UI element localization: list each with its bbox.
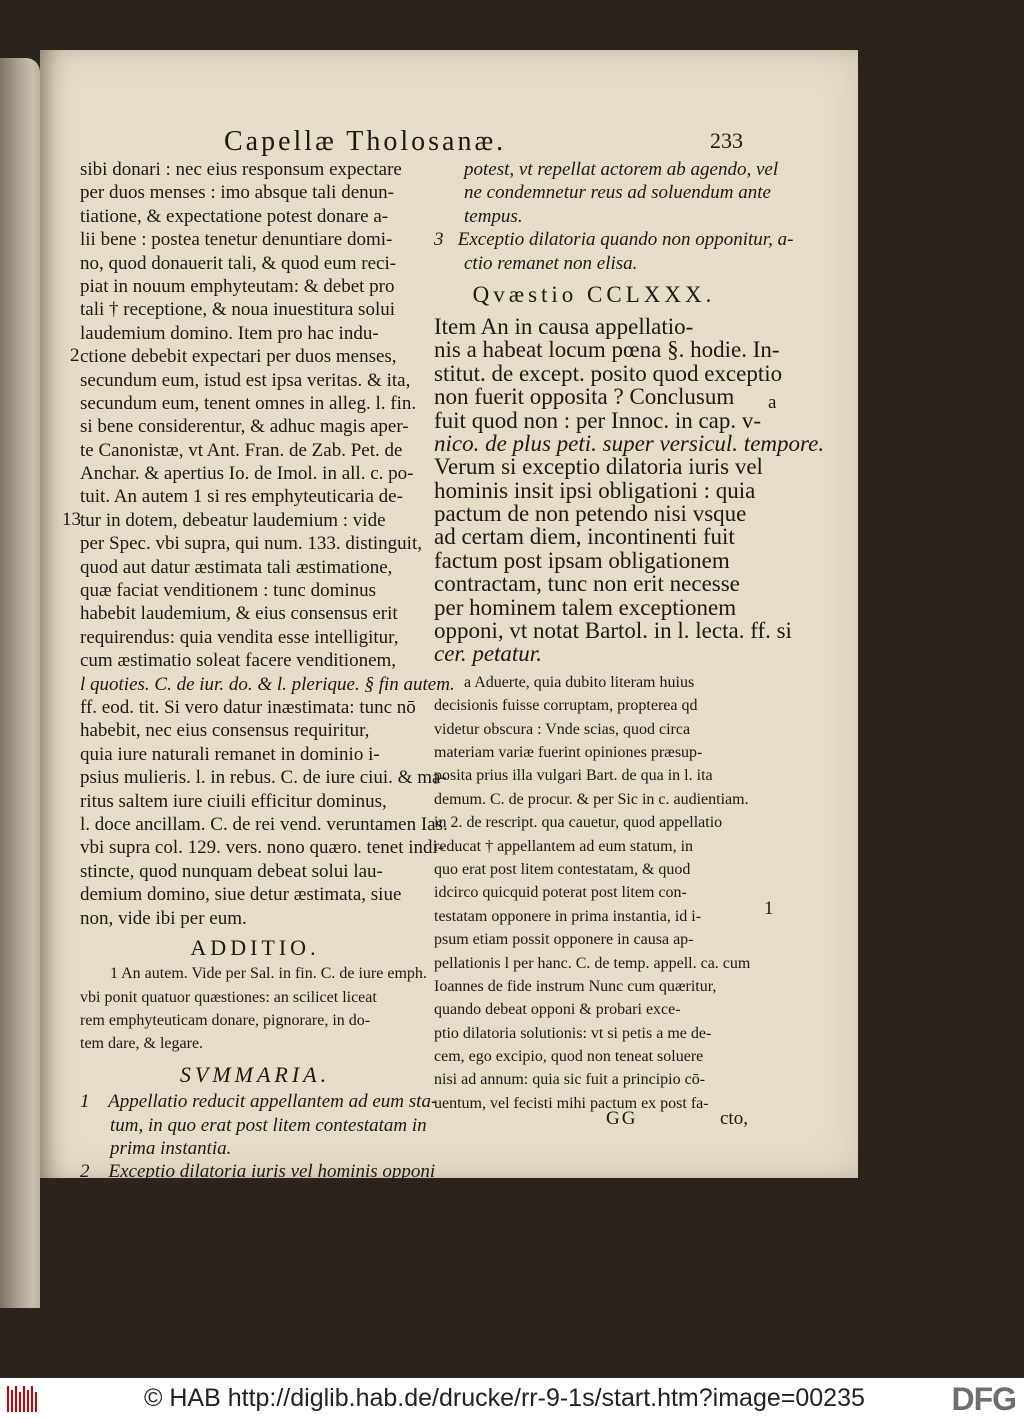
summaria-item	[434, 228, 794, 251]
note-line: idcirco quicquid poterat post litem con-	[434, 884, 687, 902]
question-line: nis a habeat locum pœna §. hodie. In-	[434, 337, 780, 363]
text-line: ritus saltem iure ciuili efficitur dominus,	[80, 790, 387, 812]
summaria-text: Exceptio dilatoria iuris vel hominis opponi	[108, 1161, 436, 1183]
additio-line: vbi ponit quatuor quæstiones: an scilicet liceat	[80, 988, 377, 1006]
text-line: secundum eum, tenent omnes in alleg. l. fin.	[80, 392, 417, 414]
text-line: per Spec. vbi supra, qui num. 133. distinguit,	[80, 533, 422, 555]
question-line: hominis insit ipsi obligationi : quia	[434, 477, 756, 503]
text-line: quod aut datur æstimata tali æstimatione,	[80, 556, 393, 578]
left-column	[80, 158, 455, 1184]
additio-heading: ADDITIO.	[190, 934, 320, 960]
text-line: vbi supra col. 129. vers. nono quæro. tenet indi-	[80, 837, 445, 859]
right-column	[434, 158, 825, 1116]
question-line: per hominem talem exceptionem	[434, 594, 737, 620]
question-line: stitut. de except. posito quod exceptio	[434, 360, 783, 386]
summaria-item	[80, 1090, 438, 1113]
text-line: per duos menses : imo absque tali denun-	[80, 182, 394, 204]
note-line: Ioannes de fide instrum Nunc cum quæritur,	[434, 977, 717, 995]
text-line: demium domino, siue detur æstimata, siue	[80, 884, 402, 906]
summaria-text: Appellatio reducit appellantem ad eum sta-	[108, 1091, 438, 1113]
text-line: si bene considerentur, & adhuc magis aper-	[80, 416, 409, 438]
note-line: quando debeat opponi & probari exce-	[434, 1001, 681, 1019]
page-number: 233	[710, 128, 743, 153]
hab-barcode-logo-icon	[6, 1384, 40, 1414]
catchword: cto,	[720, 1108, 748, 1129]
text-line: sibi donari : nec eius responsum expectare	[80, 159, 402, 180]
text-line: laudemium domino. Item pro hac indu-	[80, 322, 379, 344]
note-line: cem, ego excipio, quod non teneat soluere	[434, 1048, 704, 1066]
marginal-number: 13	[62, 509, 81, 530]
summaria-text: tum, in quo erat post litem contestatam in	[110, 1114, 427, 1136]
text-line: piat in nouum emphyteutam: & debet pro	[80, 275, 395, 297]
text-line: requirendus: quia vendita esse intelligitur,	[80, 626, 399, 648]
summaria-text: potest, vt repellat actorem ab agendo, vel	[464, 159, 779, 180]
note-line: posita prius illa vulgari Bart. de qua in l. ita	[434, 767, 713, 785]
note-line: decisionis fuisse corruptam, propterea qd	[434, 697, 698, 715]
text-line: ff. eod. tit. Si vero datur inæstimata: tunc nō	[80, 696, 416, 718]
text-line: stincte, quod nunquam debeat solui lau-	[80, 860, 383, 882]
text-line: non, vide ibi per eum.	[80, 907, 247, 929]
text-line: no, quod donauerit tali, & quod eum reci-	[80, 252, 397, 274]
dfg-logo: DFG	[951, 1381, 1016, 1417]
running-head: Capellæ Tholosanæ.	[224, 126, 507, 157]
question-line: opponi, vt notat Bartol. in l. lecta. ff. si	[434, 618, 792, 644]
text-line: l quoties. C. de iur. do. & l. plerique. § fin autem.	[80, 673, 455, 695]
question-line: non fuerit opposita ? Conclusum	[434, 384, 735, 410]
question-line: Item An in causa appellatio-	[434, 313, 694, 339]
summaria-number: 2	[80, 1161, 90, 1183]
summaria-heading: SVMMARIA.	[179, 1061, 331, 1087]
note-line: materiam variæ fuerint opiniones præsup-	[434, 743, 703, 761]
text-line: tali † receptione, & noua inuestitura solui	[80, 299, 396, 321]
note-line: reducat † appellantem ad eum statum, in	[434, 837, 694, 855]
question-heading: Qvæstio CCLXXX.	[472, 281, 716, 307]
note-line: quo erat post litem contestatam, & quod	[434, 860, 691, 878]
summaria-text: tempus.	[464, 205, 523, 227]
question-line: pactum de non petendo nisi vsque	[434, 501, 747, 527]
note-line: videtur obscura : Vnde scias, quod circa	[434, 720, 691, 738]
summaria-number: 1	[80, 1091, 90, 1113]
note-line: demum. C. de procur. & per Sic in c. audientiam.	[434, 790, 749, 808]
summaria-text: ne condemnetur reus ad soluendum ante	[464, 182, 771, 204]
summaria-text: prima instantia.	[110, 1138, 232, 1160]
footer-bar	[0, 1378, 1024, 1419]
additio-line: 1 An autem. Vide per Sal. in fin. C. de iure emph.	[110, 965, 427, 983]
text-line: ctione debebit expectari per duos menses,	[80, 346, 397, 368]
previous-page-edge	[0, 58, 40, 1308]
text-line: te Canonistæ, vt Ant. Fran. de Zab. Pet. de	[80, 439, 403, 461]
note-line: nisi ad annum: quia sic fuit a principio cō-	[434, 1071, 706, 1089]
summaria-text: Exceptio dilatoria quando non opponitur, a-	[457, 229, 794, 251]
summaria-text: ctio remanet non elisa.	[464, 252, 638, 274]
additio-line: tem dare, & legare.	[80, 1035, 204, 1053]
note-line: uentum, vel fecisti mihi pactum ex post fa-	[434, 1094, 709, 1112]
margin-note-number: 1	[764, 898, 774, 919]
text-line: tiatione, & expectatione potest donare a-	[80, 205, 389, 227]
note-line: psum etiam possit opponere in causa ap-	[434, 931, 694, 949]
question-line: fuit quod non : per Innoc. in cap. v-	[434, 407, 762, 433]
note-line: a Aduerte, quia dubito literam huius	[464, 673, 695, 691]
question-line: factum post ipsam obligationem	[434, 547, 730, 573]
summaria-number: 3	[434, 229, 444, 251]
note-line: in 2. de rescript. qua cauetur, quod appellatio	[434, 814, 723, 832]
question-line: Verum si exceptio dilatoria iuris vel	[434, 454, 763, 480]
summaria-item	[80, 1160, 436, 1183]
question-line: ad certam diem, incontinenti fuit	[434, 524, 735, 550]
text-line: quia iure naturali remanet in dominio i-	[80, 743, 380, 765]
note-line: testatam opponere in prima instantia, id i-	[434, 907, 702, 925]
note-line: ptio dilatoria solutionis: vt si petis a me de-	[434, 1024, 712, 1042]
text-line: Anchar. & apertius Io. de Imol. in all. c. po-	[80, 463, 414, 485]
text-line: quæ faciat venditionem : tunc dominus	[80, 580, 377, 602]
copyright-url[interactable]: © HAB http://diglib.hab.de/drucke/rr-9-1s/start.htm?image=00235	[144, 1384, 865, 1412]
text-line: tur in dotem, debeatur laudemium : vide	[80, 509, 386, 531]
book-page	[40, 50, 858, 1183]
question-line: contractam, tunc non erit necesse	[434, 571, 740, 597]
text-line: cum æstimatio soleat facere venditionem,	[80, 650, 397, 672]
margin-note-letter: a	[768, 392, 777, 413]
text-line: habebit, nec eius consensus requiritur,	[80, 720, 370, 742]
question-line: nico. de plus peti. super versicul. tempore.	[434, 430, 825, 456]
text-line: lii bene : postea tenetur denuntiare domi-	[80, 229, 393, 251]
text-line: tuit. An autem 1 si res emphyteuticaria de-	[80, 486, 403, 508]
question-line: cer. petatur.	[434, 641, 542, 667]
text-line: secundum eum, istud est ipsa veritas. & ita,	[80, 369, 411, 391]
note-line: pellationis l per hanc. C. de temp. appell. ca. cum	[434, 954, 751, 972]
additio-line: rem emphyteuticam donare, pignorare, in do-	[80, 1012, 371, 1030]
text-line: psius mulieris. l. in rebus. C. de iure ciui. & ma-	[80, 767, 447, 789]
text-line: habebit laudemium, & eius consensus erit	[80, 603, 398, 625]
signature-mark: GG	[606, 1108, 638, 1129]
marginal-number: 2	[70, 345, 80, 366]
text-line: l. doce ancillam. C. de rei vend. veruntamen Ias.	[80, 813, 448, 835]
